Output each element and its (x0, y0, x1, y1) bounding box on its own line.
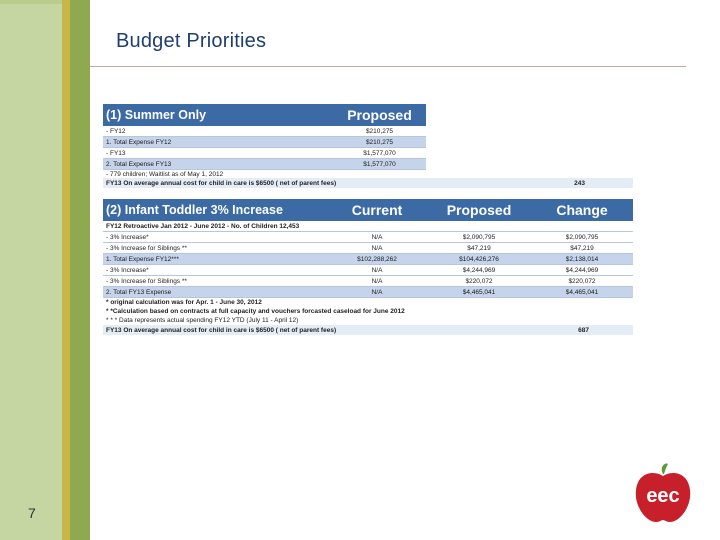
row-label: - FY13 (103, 148, 333, 159)
table-row-total (103, 254, 633, 265)
average-cost-row (103, 178, 633, 188)
slide-title: Budget Priorities (116, 30, 267, 52)
table-note: - 779 children; Waitlist as of May 1, 2012 (106, 171, 224, 178)
change-value: $2,090,795 (531, 232, 633, 243)
table-row (103, 243, 633, 254)
logo-text: eec (646, 485, 680, 507)
average-cost-value: 687 (531, 325, 633, 335)
proposed-value: $104,426,276 (427, 254, 531, 265)
change-value: $2,138,014 (531, 254, 633, 265)
table-header-row (103, 104, 426, 126)
row-label: 2. Total Expense FY13 (103, 159, 333, 170)
proposed-value: $1,577,070 (333, 159, 426, 170)
green-stripe (70, 0, 90, 540)
table-row (103, 126, 426, 137)
change-value: $4,244,969 (531, 265, 633, 276)
current-value: N/A (327, 265, 427, 276)
change-value: $47,219 (531, 243, 633, 254)
table-note-row (103, 316, 633, 325)
row-label: - 3% Increase* (103, 265, 327, 276)
table-header-row (103, 199, 633, 221)
average-cost-label: FY13 On average annual cost for child in care is $6500 ( net of parent fees) (103, 178, 533, 188)
summer-average-cost-table (103, 178, 633, 188)
olive-stripe (62, 0, 70, 540)
table-row (103, 232, 633, 243)
current-value: N/A (327, 287, 427, 298)
row-label: 2. Total FY13 Expense (103, 287, 327, 298)
apple-logo-icon (632, 462, 694, 524)
title-divider (90, 66, 686, 67)
row-label: - FY12 (103, 126, 333, 137)
table-note: * * * Data represents actual spending FY12 YTD (July 11 - April 12) (106, 317, 299, 324)
table-subheader: FY12 Retroactive Jan 2012 - June 2012 - No. of Children 12,453 (103, 221, 633, 232)
summer-only-table (103, 104, 426, 179)
slide-number: 7 (28, 505, 36, 521)
table-subheader-row (103, 221, 633, 232)
table-header-cell: (1) Summer Only (103, 104, 333, 126)
current-value: N/A (327, 232, 427, 243)
proposed-value: $1,577,070 (333, 148, 426, 159)
current-value: N/A (327, 276, 427, 287)
table-header-cell: Proposed (333, 104, 426, 126)
row-label: - 3% Increase* (103, 232, 327, 243)
current-value: $102,288,262 (327, 254, 427, 265)
change-value: $4,465,041 (531, 287, 633, 298)
table-note: * *Calculation based on contracts at full capacity and vouchers forcasted caseload for June 2012 (106, 308, 405, 315)
average-cost-label: FY13 On average annual cost for child in care is $6500 ( net of parent fees) (103, 325, 531, 335)
row-label: - 3% Increase for Siblings ** (103, 276, 327, 287)
leaf-icon (662, 463, 668, 474)
row-label: 1. Total Expense FY12*** (103, 254, 327, 265)
table-note-row (103, 307, 633, 316)
change-value: $220,072 (531, 276, 633, 287)
table-header-cell: Change (531, 199, 633, 221)
table-header-cell: (2) Infant Toddler 3% Increase (103, 199, 327, 221)
row-label: - 3% Increase for Siblings ** (103, 243, 327, 254)
proposed-value: $4,244,969 (427, 265, 531, 276)
table-row (103, 276, 633, 287)
table-row-total (103, 137, 426, 148)
table-note: * original calculation was for Apr. 1 - June 30, 2012 (106, 299, 262, 306)
proposed-value: $4,465,041 (427, 287, 531, 298)
proposed-value: $210,275 (333, 126, 426, 137)
current-value: N/A (327, 243, 427, 254)
average-cost-value: 243 (533, 178, 633, 188)
proposed-value: $220,072 (427, 276, 531, 287)
proposed-value: $2,090,795 (427, 232, 531, 243)
average-cost-row (103, 325, 633, 335)
row-label: 1. Total Expense FY12 (103, 137, 333, 148)
table-note-row (103, 298, 633, 308)
table-row (103, 265, 633, 276)
table-row-total (103, 287, 633, 298)
proposed-value: $210,275 (333, 137, 426, 148)
table-header-cell: Proposed (427, 199, 531, 221)
proposed-value: $47,219 (427, 243, 531, 254)
infant-toddler-table (103, 199, 633, 335)
table-header-cell: Current (327, 199, 427, 221)
table-row (103, 148, 426, 159)
table-row-total (103, 159, 426, 170)
